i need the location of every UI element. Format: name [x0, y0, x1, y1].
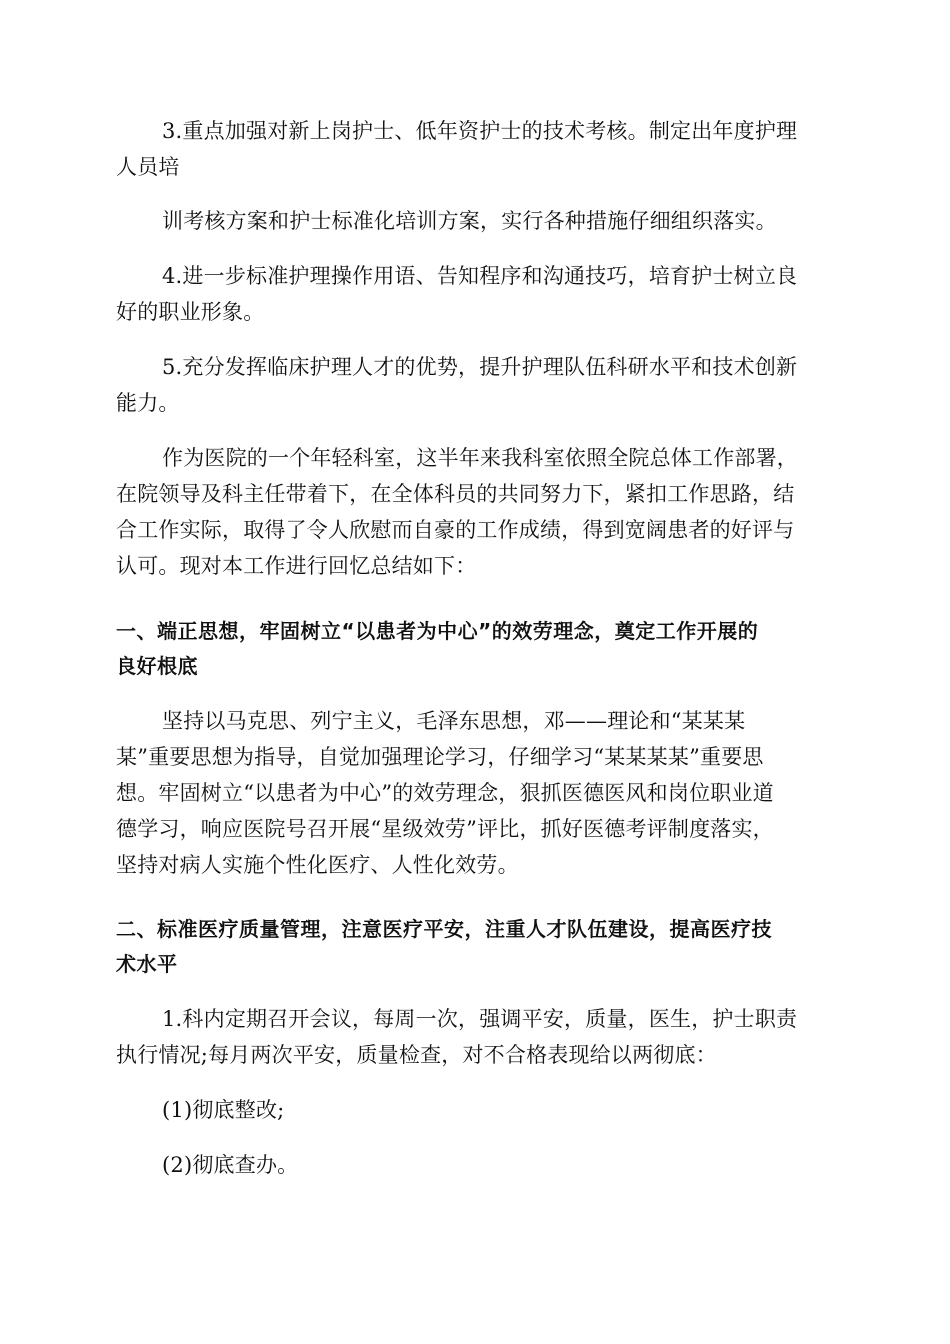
- paragraph-line: 4.进一步标准护理操作用语、告知程序和沟通技巧，培育护士树立良: [162, 264, 798, 288]
- paragraph-line: 在院领导及科主任带着下，在全体科员的共同努力下，紧扣工作思路，结: [116, 482, 795, 506]
- list-item: (2)彻底查办。: [162, 1153, 299, 1177]
- section-heading: 二、标准医疗质量管理，注意医疗平安，注重人才队伍建设，提高医疗技: [116, 917, 772, 941]
- paragraph-line: 3.重点加强对新上岗护士、低年资护士的技术考核。制定出年度护理: [162, 119, 798, 143]
- section-heading: 术水平: [116, 952, 178, 976]
- paragraph-line: 能力。: [116, 391, 180, 415]
- list-item: (1)彻底整改;: [162, 1098, 285, 1122]
- section-heading: 良好根底: [116, 654, 198, 678]
- paragraph-line: 坚持以马克思、列宁主义，毛泽东思想，邓——理论和“某某某: [162, 709, 746, 733]
- paragraph-line: 认可。现对本工作进行回忆总结如下：: [116, 554, 477, 578]
- paragraph-line: 5.充分发挥临床护理人才的优势，提升护理队伍科研水平和技术创新: [162, 355, 798, 379]
- paragraph-line: 坚持对病人实施个性化医疗、人性化效劳。: [116, 853, 519, 877]
- paragraph-line: 好的职业形象。: [116, 300, 265, 324]
- paragraph-line: 德学习，响应医院号召开展“星级效劳”评比，抓好医德考评制度落实，: [116, 817, 774, 841]
- section-heading: 一、端正思想，牢固树立“以患者为中心”的效劳理念，奠定工作开展的: [116, 619, 759, 643]
- paragraph-line: 想。牢固树立“以患者为中心”的效劳理念，狠抓医德医风和岗位职业道: [116, 781, 774, 805]
- paragraph-line: 执行情况;每月两次平安，质量检查，对不合格表现给以两彻底：: [116, 1043, 717, 1067]
- paragraph-line: 某”重要思想为指导，自觉加强理论学习，仔细学习“某某某某”重要思: [116, 745, 764, 769]
- paragraph-line: 合工作实际，取得了令人欣慰而自豪的工作成绩，得到宽阔患者的好评与: [116, 518, 795, 542]
- paragraph-line: 作为医院的一个年轻科室，这半年来我科室依照全院总体工作部署，: [162, 446, 798, 470]
- paragraph-line: 人员培: [116, 155, 180, 179]
- paragraph-line: 训考核方案和护士标准化培训方案，实行各种措施仔细组织落实。: [162, 209, 777, 233]
- paragraph-line: 1.科内定期召开会议，每周一次，强调平安，质量，医生，护士职责: [162, 1007, 798, 1031]
